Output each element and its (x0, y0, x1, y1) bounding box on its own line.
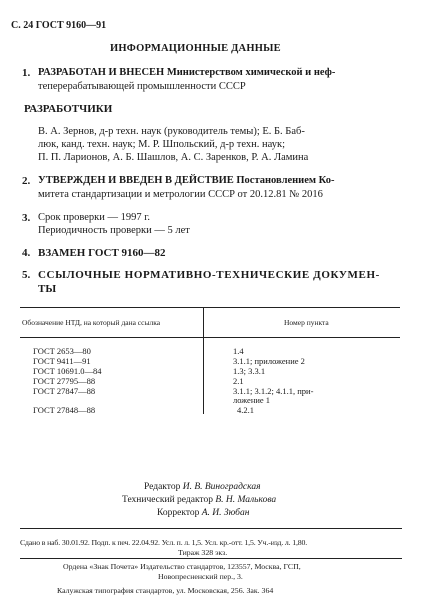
tech-editor-name: В. Н. Малькова (215, 495, 277, 505)
imprint-line-5: Калужская типография стандартов, ул. Московская, 256. Зак. 364 (57, 586, 274, 595)
section-1-line-1 (38, 67, 335, 78)
table-header-rule (20, 337, 400, 338)
table-cell-doc: ГОСТ 27847—88 (33, 386, 96, 396)
tech-editor-label: Технический редактор (122, 495, 213, 505)
table-cell-doc: ГОСТ 10691.0—84 (33, 366, 102, 376)
section-2-number: 2. (22, 175, 31, 187)
table-cell-doc: ГОСТ 2653—80 (33, 346, 91, 356)
table-header-doc: Обозначение НТД, на который дана ссылка (22, 318, 161, 327)
developers-line-1: В. А. Зернов, д-р техн. наук (руководитель темы); Е. Б. Баб- (38, 126, 305, 137)
imprint-line-2: Тираж 328 экз. (178, 548, 228, 557)
table-cell-item: ложение 1 (233, 395, 271, 405)
developers-line-2: люк, канд. техн. наук; М. Р. Шпольский, д-р техн. наук; (38, 139, 286, 150)
table-cell-item: 3.1.1; приложение 2 (233, 356, 305, 366)
table-top-rule (20, 307, 400, 308)
section-5-line-1: ССЫЛОЧНЫЕ НОРМАТИВНО-ТЕХНИЧЕСКИЕ ДОКУМЕН- (38, 269, 380, 281)
table-cell-item: 1.3; 3.3.1 (233, 366, 266, 376)
corrector-name: А. И. Зюбан (201, 508, 250, 518)
editor-label: Редактор (144, 482, 181, 492)
table-body-divider (203, 337, 204, 414)
section-3-line-1: Срок проверки — 1997 г. (38, 212, 150, 223)
corrector-label: Корректор (157, 508, 200, 518)
section-5-line-2: ТЫ (38, 283, 57, 295)
developers-line-3: П. П. Ларионов, А. Б. Шашлов, А. С. Заренков, Р. А. Ламина (38, 152, 309, 163)
table-cell-item: 4.2.1 (237, 405, 254, 415)
section-3-number: 3. (22, 212, 31, 224)
section-2-text-1: УТВЕРЖДЕН И ВВЕДЕН В ДЕЙСТВИЕ Постановлением Ко- (38, 175, 335, 186)
imprint-line-3: Ордена «Знак Почета» Издательство стандартов, 123557, Москва, ГСП, (63, 562, 301, 571)
table-cell-item: 1.4 (233, 346, 244, 356)
section-1-number: 1. (22, 67, 31, 79)
developers-heading: РАЗРАБОТЧИКИ (24, 103, 113, 115)
section-2-line-2: митета стандартизации и метрологии СССР от 20.12.81 № 2016 (38, 189, 323, 200)
page-header: С. 24 ГОСТ 9160—91 (11, 20, 107, 31)
section-5-number: 5. (22, 269, 31, 281)
section-2-line-1 (38, 175, 335, 186)
table-header-item: Номер пункта (284, 318, 329, 327)
tech-editor-line (122, 495, 276, 505)
table-cell-doc: ГОСТ 9411—91 (33, 356, 91, 366)
table-cell-doc: ГОСТ 27848—88 (33, 405, 96, 415)
editor-name: И. В. Виноградская (182, 482, 261, 492)
imprint-middle-rule (20, 558, 402, 559)
table-cell-item: 3.1.1; 3.1.2; 4.1.1, при- (233, 386, 314, 396)
imprint-line-4: Новопресненский пер., 3. (158, 572, 243, 581)
section-1-line-2: теперерабатывающей промышленности СССР (38, 81, 246, 92)
section-4-number: 4. (22, 247, 31, 259)
section-1-text-1: РАЗРАБОТАН И ВНЕСЕН Министерством химической и неф- (38, 67, 336, 78)
editor-line (144, 482, 260, 492)
table-cell-doc: ГОСТ 27795—88 (33, 376, 96, 386)
section-4-line-1: ВЗАМЕН ГОСТ 9160—82 (38, 247, 166, 259)
section-3-line-2: Периодичность проверки — 5 лет (38, 225, 190, 236)
imprint-top-rule (20, 528, 402, 529)
page-title: ИНФОРМАЦИОННЫЕ ДАННЫЕ (110, 43, 281, 54)
table-header-divider (203, 307, 204, 337)
imprint-line-1: Сдано в наб. 30.01.92. Подп. к печ. 22.04.92. Усл. п. л. 1,5. Усл. кр.-отт. 1,5. Уч.-изд. л. 1,80. (20, 538, 308, 547)
corrector-line (157, 508, 249, 518)
table-cell-item: 2.1 (233, 376, 244, 386)
